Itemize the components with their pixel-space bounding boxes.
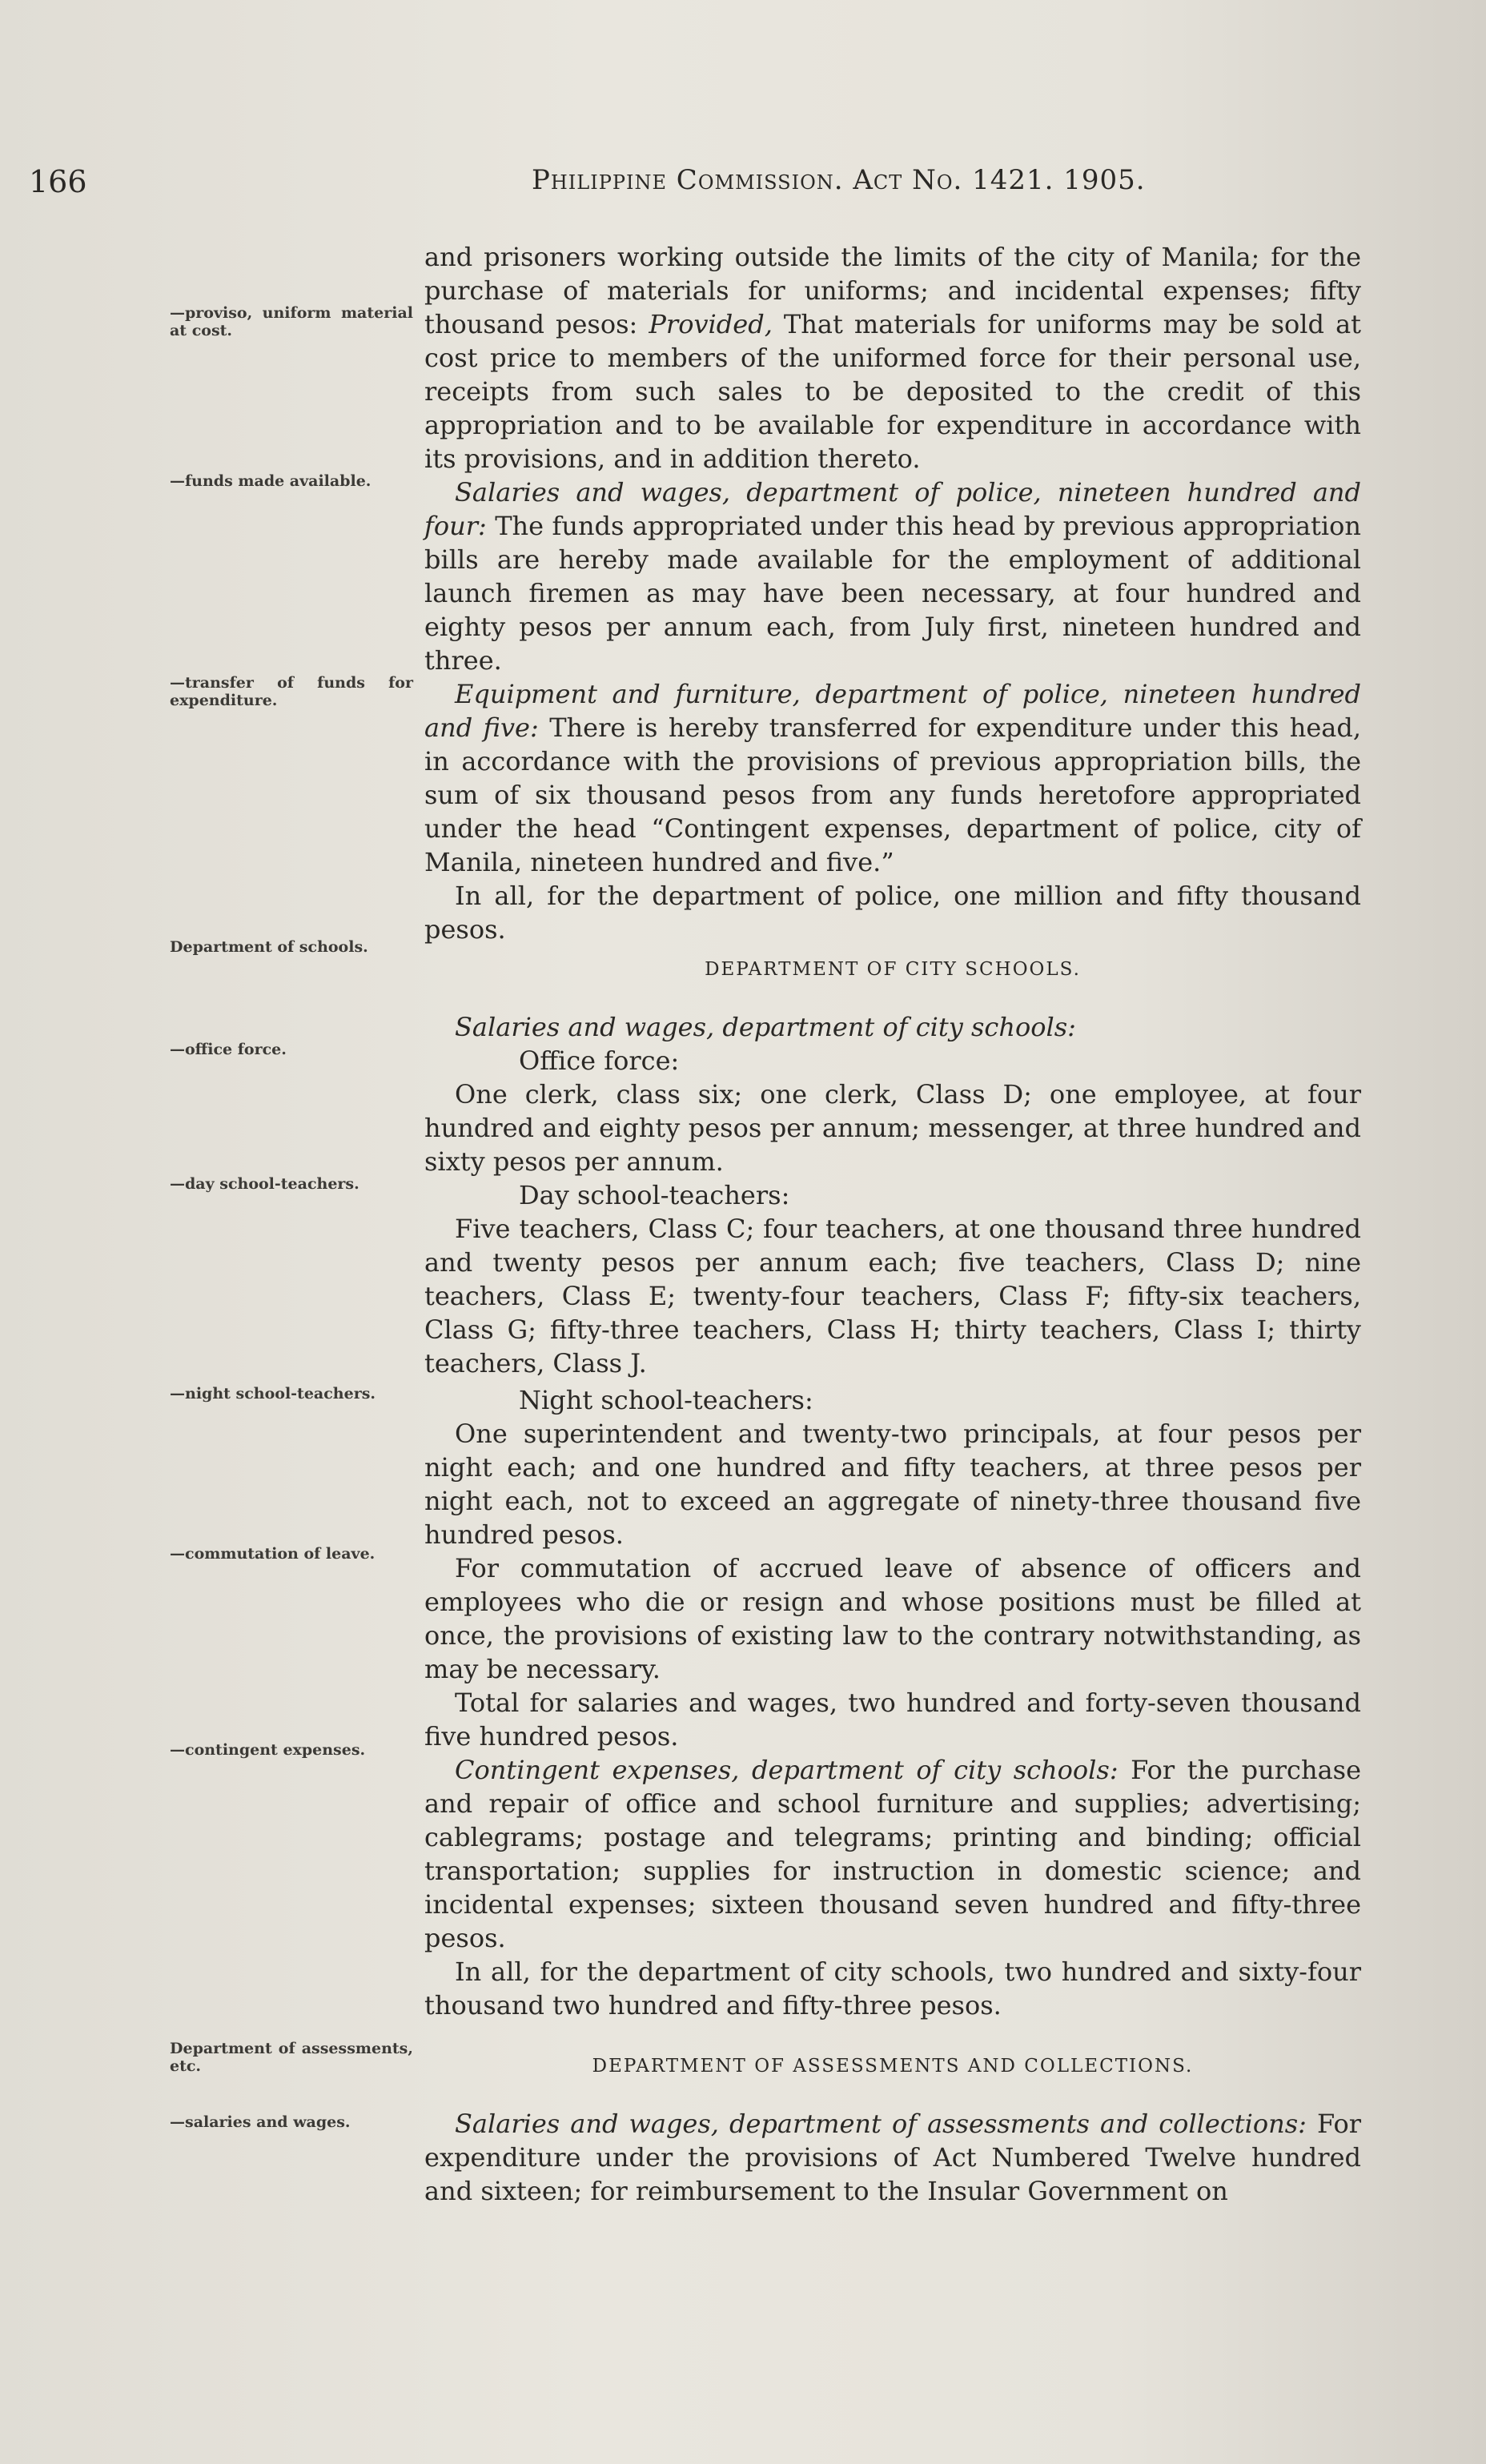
margin-note-night-teachers: —night school-teachers.	[170, 1385, 376, 1403]
margin-note-proviso: —proviso, uniform material at cost.	[170, 304, 413, 339]
page-number: 166	[29, 164, 87, 199]
margin-note-day-teachers: —day school-teachers.	[170, 1175, 359, 1193]
margin-note-department-assessments: Department of assessments, etc.	[170, 2040, 413, 2075]
margin-note-salaries-wages: —salaries and wages.	[170, 2113, 351, 2131]
total-salaries-text: Total for salaries and wages, two hundred and forty-seven thousand five hundred pesos.	[424, 1687, 1361, 1752]
paragraph-police-equipment: Equipment and furniture, department of police, nineteen hundred and five: There is hereby transferred for expenditure under this head, in accordance with the provisions of previous appropriation bills, the sum of six thousand pesos from any funds heretofore appropriated under the head “Contingent expenses, department of police, city of Manila, nineteen hundred and five.”	[424, 679, 1362, 877]
section-heading-assessments: DEPARTMENT OF ASSESSMENTS AND COLLECTIONS.	[592, 2056, 1194, 2077]
office-force-label: Office force:	[519, 1045, 680, 1076]
margin-note-department-schools: Department of schools.	[170, 938, 368, 956]
night-teachers-text: One superintendent and twenty-two principals, at four pesos per night each; and one hundred and fifty teachers, at three pesos per night each, not to exceed an aggregate of ninety-three thousand five hundred pesos.	[424, 1419, 1361, 1550]
paragraph-police-uniforms: and prisoners working outside the limits of the city of Manila; for the purchase of materials for uniforms; and incidental expenses; fifty thousand pesos: Provided, That materials for uniforms may be sold at cost price to members of the uniformed force for their personal use, receipts from such sales to be deposited to the credit of this appropriation and to be available for expenditure in accordance with its provisions, and in addition thereto.	[424, 242, 1362, 474]
running-head: Philippine Commission. Act No. 1421. 1905.	[532, 164, 1146, 196]
office-force-text: One clerk, class six; one clerk, Class D; one employee, at four hundred and eighty pesos per annum; messenger, at three hundred and sixty pesos per annum.	[424, 1079, 1361, 1177]
paragraph-police-total: In all, for the department of police, one million and fifty thousand pesos.	[424, 881, 1361, 945]
paragraph-assessments-salaries: Salaries and wages, department of assessments and collections: For expenditure under the provisions of Act Numbered Twelve hundred and sixteen; for reimbursement to the Insular Government on	[424, 2109, 1362, 2206]
margin-note-commutation: —commutation of leave.	[170, 1545, 376, 1563]
paragraph-schools-total: In all, for the department of city schools, two hundred and sixty-four thousand two hundred and fifty-three pesos.	[424, 1956, 1361, 2021]
paragraph-schools-contingent: Contingent expenses, department of city schools: For the purchase and repair of office and school furniture and supplies; advertising; cablegrams; postage and telegrams; printing and binding; official transportation; supplies for instruction in domestic science; and incidental expenses; sixteen thousand seven hundred and fifty-three pesos.	[424, 1755, 1362, 1953]
night-teachers-label: Night school-teachers:	[519, 1385, 813, 1415]
margin-note-contingent: —contingent expenses.	[170, 1741, 366, 1759]
margin-note-funds-available: —funds made available.	[170, 472, 372, 490]
margin-note-office-force: —office force.	[170, 1041, 287, 1058]
day-teachers-label: Day school-teachers:	[519, 1180, 790, 1210]
proviso-word: Provided,	[649, 309, 773, 339]
schools-salaries-title: Salaries and wages, department of city schools:	[455, 1012, 1076, 1042]
body-text	[424, 240, 1361, 2208]
day-teachers-text: Five teachers, Class C; four teachers, at one thousand three hundred and twenty pesos per annum each; five teachers, Class D; nine teachers, Class E; twenty-four teachers, Class F; fifty-six teachers, Class G; fifty-three teachers, Class H; thirty teachers, Class I; thirty teachers, Class J.	[424, 1214, 1361, 1378]
paragraph-police-salaries-1904: Salaries and wages, department of police, nineteen hundred and four: The funds appropriated under this head by previous appropriation bills are hereby made available for the employment of additional launch firemen as may have been necessary, at four hundred and eighty pesos per annum each, from July first, nineteen hundred and three.	[424, 477, 1362, 676]
margin-note-transfer-funds: —transfer of funds for expenditure.	[170, 674, 413, 709]
page-header	[29, 164, 1262, 212]
commutation-text: For commutation of accrued leave of absence of officers and employees who die or resign and whose positions must be filled at once, the provisions of existing law to the contrary notwithstanding, as may be necessary.	[424, 1553, 1361, 1684]
section-heading-city-schools: DEPARTMENT OF CITY SCHOOLS.	[705, 959, 1081, 980]
